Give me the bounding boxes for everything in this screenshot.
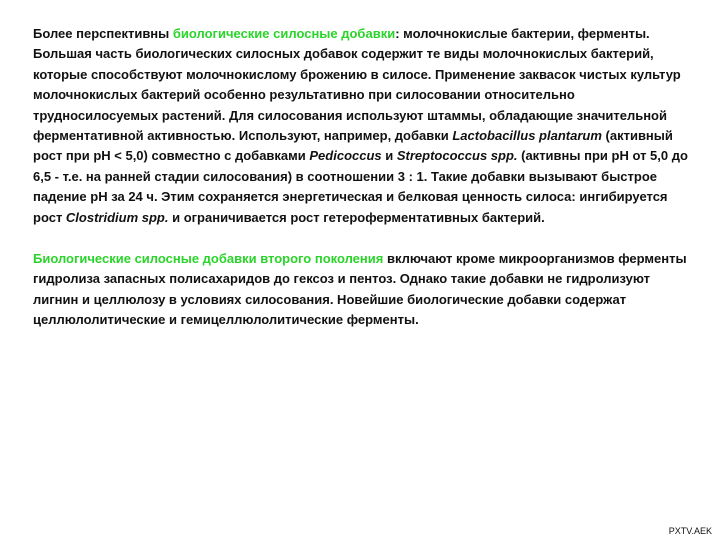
species-name-pedicoccus: Pedicoccus bbox=[309, 148, 382, 164]
highlight-term-biological-additives: биологические силосные добавки bbox=[172, 26, 396, 41]
text-segment: (активны при рН от 5,0 до 6,5 - т.е. на ранней стадии силосования) в соотношении 3 : 1. Такие добавки вызывают быстрое падение рН за 24 ч. Этим сохраняется энергетическая и белковая ценность силоса: ингибируется рост bbox=[33, 148, 688, 225]
text-segment: и bbox=[381, 148, 397, 164]
footer-label: PXTV.AEK bbox=[668, 526, 712, 536]
paragraph-biological-additives bbox=[33, 24, 693, 228]
species-name-clostridium: Clostridium spp. bbox=[65, 209, 169, 225]
text-segment: включают кроме микроорганизмов ферменты гидролиза запасных полисахаридов до гексоз и пентоз. Однако такие добавки не гидролизуют лигнин и целлюлозу в условиях силосования. Новейшие биологические добавки содержат целлюлолитические и гемицеллюлолитические ферменты. bbox=[33, 251, 687, 328]
text-segment: : молочнокислые бактерии, ферменты. Большая часть биологических силосных добавок содержит те виды молочнокислых бактерий, которые способствуют молочнокислому брожению в силосе. Применение заквасок чистых культур молочнокислых бактерий особенно результативно при силосовании относительно трудносилосуемых растений. Для силосования используют штаммы, обладающие значительной ферментативной активностью. Используют, например, добавки bbox=[33, 26, 681, 144]
text-segment: Более перспективны bbox=[33, 26, 173, 41]
highlight-term-second-generation: Биологические силосные добавки второго поколения bbox=[33, 251, 384, 267]
text-segment: (активный рост при рН < 5,0) совместно с добавками bbox=[33, 128, 673, 164]
paragraph-second-generation bbox=[33, 249, 693, 331]
species-name-streptococcus: Streptococcus spp. bbox=[396, 148, 518, 164]
slide-content bbox=[33, 24, 693, 331]
species-name-lactobacillus: Lactobacillus plantarum bbox=[452, 128, 602, 144]
text-segment: и ограничивается рост гетероферментативных бактерий. bbox=[168, 209, 545, 225]
